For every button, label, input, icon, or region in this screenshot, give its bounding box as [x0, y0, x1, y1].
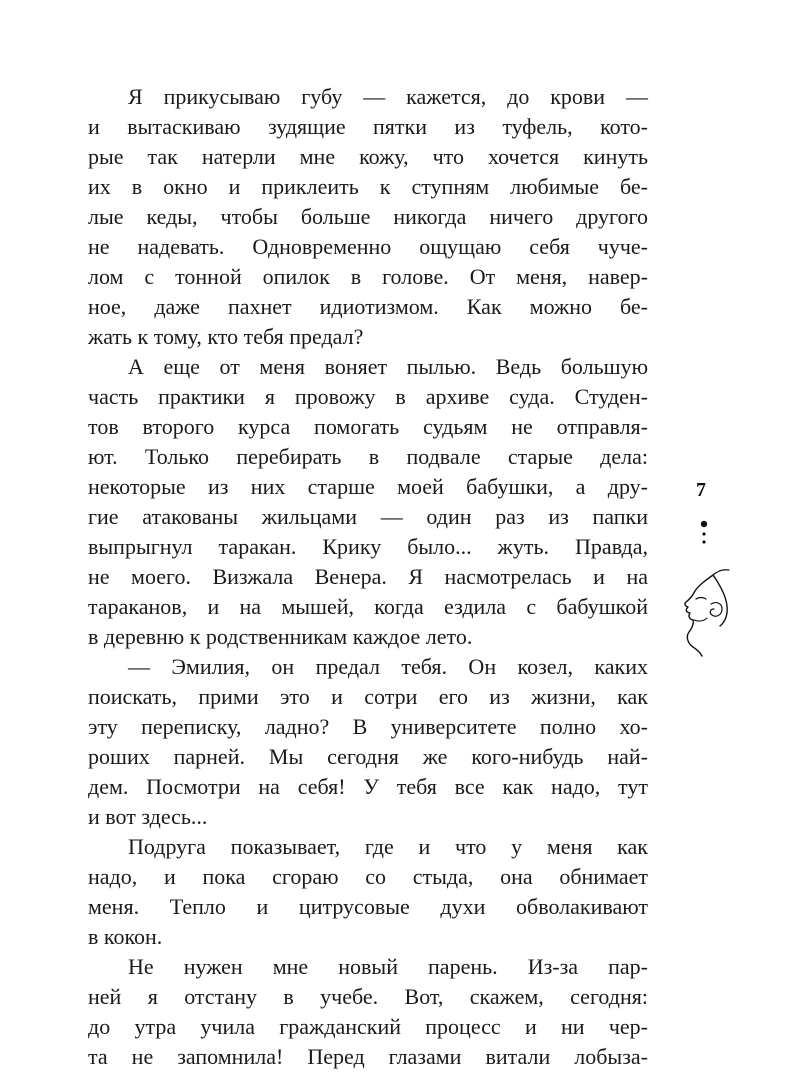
text-line: — Эмилия, он предал тебя. Он козел, каких — [128, 654, 648, 679]
text-line: и вот здесь... — [88, 804, 208, 829]
text-line: эту переписку, ладно? В университете полно хо- — [88, 714, 648, 739]
dots-icon — [698, 520, 710, 548]
page-marker — [668, 476, 740, 666]
text-line: Не нужен мне новый парень. Из-за пар- — [128, 954, 648, 979]
paragraph-4 — [88, 832, 648, 952]
text-line: тов второго курса помогать судьям не отправля- — [88, 414, 648, 439]
text-line: лые кеды, чтобы больше никогда ничего другого — [88, 204, 648, 229]
text-line: некоторые из них старше моей бабушки, а дру- — [88, 474, 648, 499]
text-line: в деревню к родственникам каждое лето. — [88, 624, 473, 649]
paragraph-1 — [88, 82, 648, 352]
text-line: рые так натерли мне кожу, что хочется кинуть — [88, 144, 648, 169]
text-line: надо, и пока сгораю со стыда, она обнимает — [88, 864, 648, 889]
paragraph-2 — [88, 352, 648, 652]
text-line: А еще от меня воняет пылью. Ведь большую — [128, 354, 648, 379]
text-line: ют. Только перебирать в подвале старые дела: — [88, 444, 648, 469]
text-line: Я прикусываю губу — кажется, до крови — — [128, 84, 648, 109]
paragraph-5 — [88, 952, 648, 1072]
text-line: поискать, прими это и сотри его из жизни, как — [88, 684, 648, 709]
text-line: ней я отстану в учебе. Вот, скажем, сегодня: — [88, 984, 648, 1009]
text-line: выпрыгнул таракан. Крику было... жуть. Правда, — [88, 534, 648, 559]
text-line: не надевать. Одновременно ощущаю себя чуче- — [88, 234, 648, 259]
text-line: часть практики я провожу в архиве суда. Студен- — [88, 384, 648, 409]
page-number: 7 — [696, 479, 706, 501]
text-line: в кокон. — [88, 924, 163, 949]
text-line: дем. Посмотри на себя! У тебя все как надо, тут — [88, 774, 648, 799]
text-line: Подруга показывает, где и что у меня как — [128, 834, 648, 859]
paragraph-3-dialogue — [88, 652, 648, 832]
text-line: лом с тонной опилок в голове. От меня, навер- — [88, 264, 648, 289]
text-line: жать к тому, кто тебя предал? — [88, 324, 364, 349]
text-line: и вытаскиваю зудящие пятки из туфель, кото- — [88, 114, 648, 139]
text-column — [88, 82, 648, 1072]
text-line: их в окно и приклеить к ступням любимые бе- — [88, 174, 648, 199]
text-line: роших парней. Мы сегодня же кого-нибудь най- — [88, 744, 648, 769]
text-line: ное, даже пахнет идиотизмом. Как можно бе- — [88, 294, 648, 319]
text-line: тараканов, и на мышей, когда ездила с бабушкой — [88, 594, 648, 619]
text-line: не моего. Визжала Венера. Я насмотрелась и на — [88, 564, 648, 589]
face-profile-line-drawing-icon — [672, 566, 734, 658]
text-line: та не запомнила! Перед глазами витали лобыза- — [88, 1044, 648, 1069]
text-line: до утра учила гражданский процесс и ни чер- — [88, 1014, 648, 1039]
text-line: гие атакованы жильцами — один раз из папки — [88, 504, 648, 529]
text-line: меня. Тепло и цитрусовые духи обволакивают — [88, 894, 648, 919]
